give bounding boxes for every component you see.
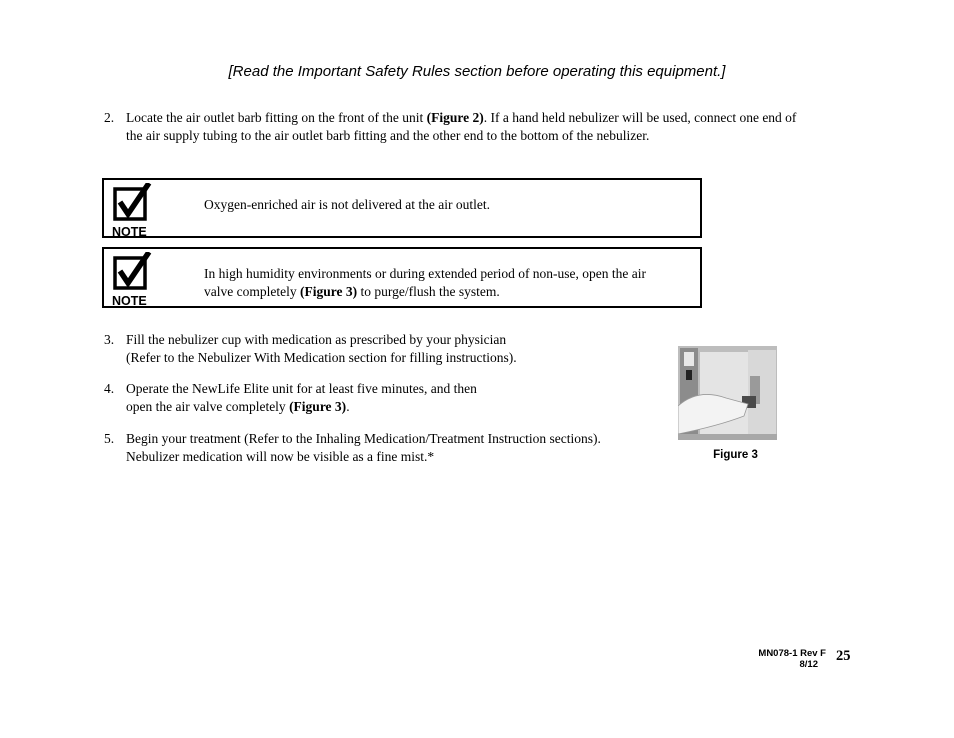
device-photo [678,346,777,440]
step-line: the air supply tubing to the air outlet barb fitting and the other end to the bottom of the nebulizer. [126,127,650,143]
step-line: Fill the nebulizer cup with medication as prescribed by your physician [126,332,507,347]
page-number: 25 [836,648,851,664]
step-line: (Refer to the Nebulizer With Medication section for filling instructions). [126,349,517,365]
step-text: . [346,398,350,414]
step-number: 3. [104,332,115,347]
step-number: 2. [104,110,115,125]
note-icon [112,183,156,239]
safety-notice: [Read the Important Safety Rules section before operating this equipment.] [228,63,726,80]
doc-date: 8/12 [799,659,818,670]
note-text: Oxygen-enriched air is not delivered at the air outlet. [204,197,491,212]
step-text: open the air valve completely [126,398,290,414]
note-label: NOTE [112,294,147,308]
figure-reference: (Figure 3) [289,398,347,414]
step-text: Locate the air outlet barb fitting on the front of the unit [126,110,427,125]
figure-caption: Figure 3 [713,449,758,461]
step-line [126,109,866,127]
step-line: Begin your treatment (Refer to the Inhaling Medication/Treatment Instruction sections). [126,431,601,446]
step-number: 5. [104,431,115,446]
step-line [126,398,666,416]
step-line: Operate the NewLife Elite unit for at least five minutes, and then [126,381,477,396]
note-icon [112,252,156,308]
note-fragment: valve completely [204,284,300,299]
note-label: NOTE [112,225,147,239]
note-box-humidity [102,247,702,308]
figure-3-photo [678,346,777,440]
step-2 [104,109,864,145]
figure-reference: (Figure 2) [426,110,484,125]
note-fragment: to purge/flush the system. [357,284,500,299]
note-line: In high humidity environments or during extended period of non-use, open the air [204,266,647,281]
checkbox-check-icon [112,183,152,223]
doc-revision: MN078-1 Rev F [758,648,826,659]
step-text: . If a hand held nebulizer will be used, connect one end of [483,110,797,125]
step-line: Nebulizer medication will now be visible as a fine mist.* [126,448,435,464]
step-3 [104,331,664,367]
note-line [204,283,684,301]
note-text [204,265,684,301]
step-5 [104,430,664,466]
checkbox-check-icon [112,252,152,292]
step-4 [104,380,664,416]
figure-reference: (Figure 3) [299,284,358,299]
note-box-oxygen [102,178,702,238]
document-code [740,648,826,670]
step-number: 4. [104,381,115,396]
